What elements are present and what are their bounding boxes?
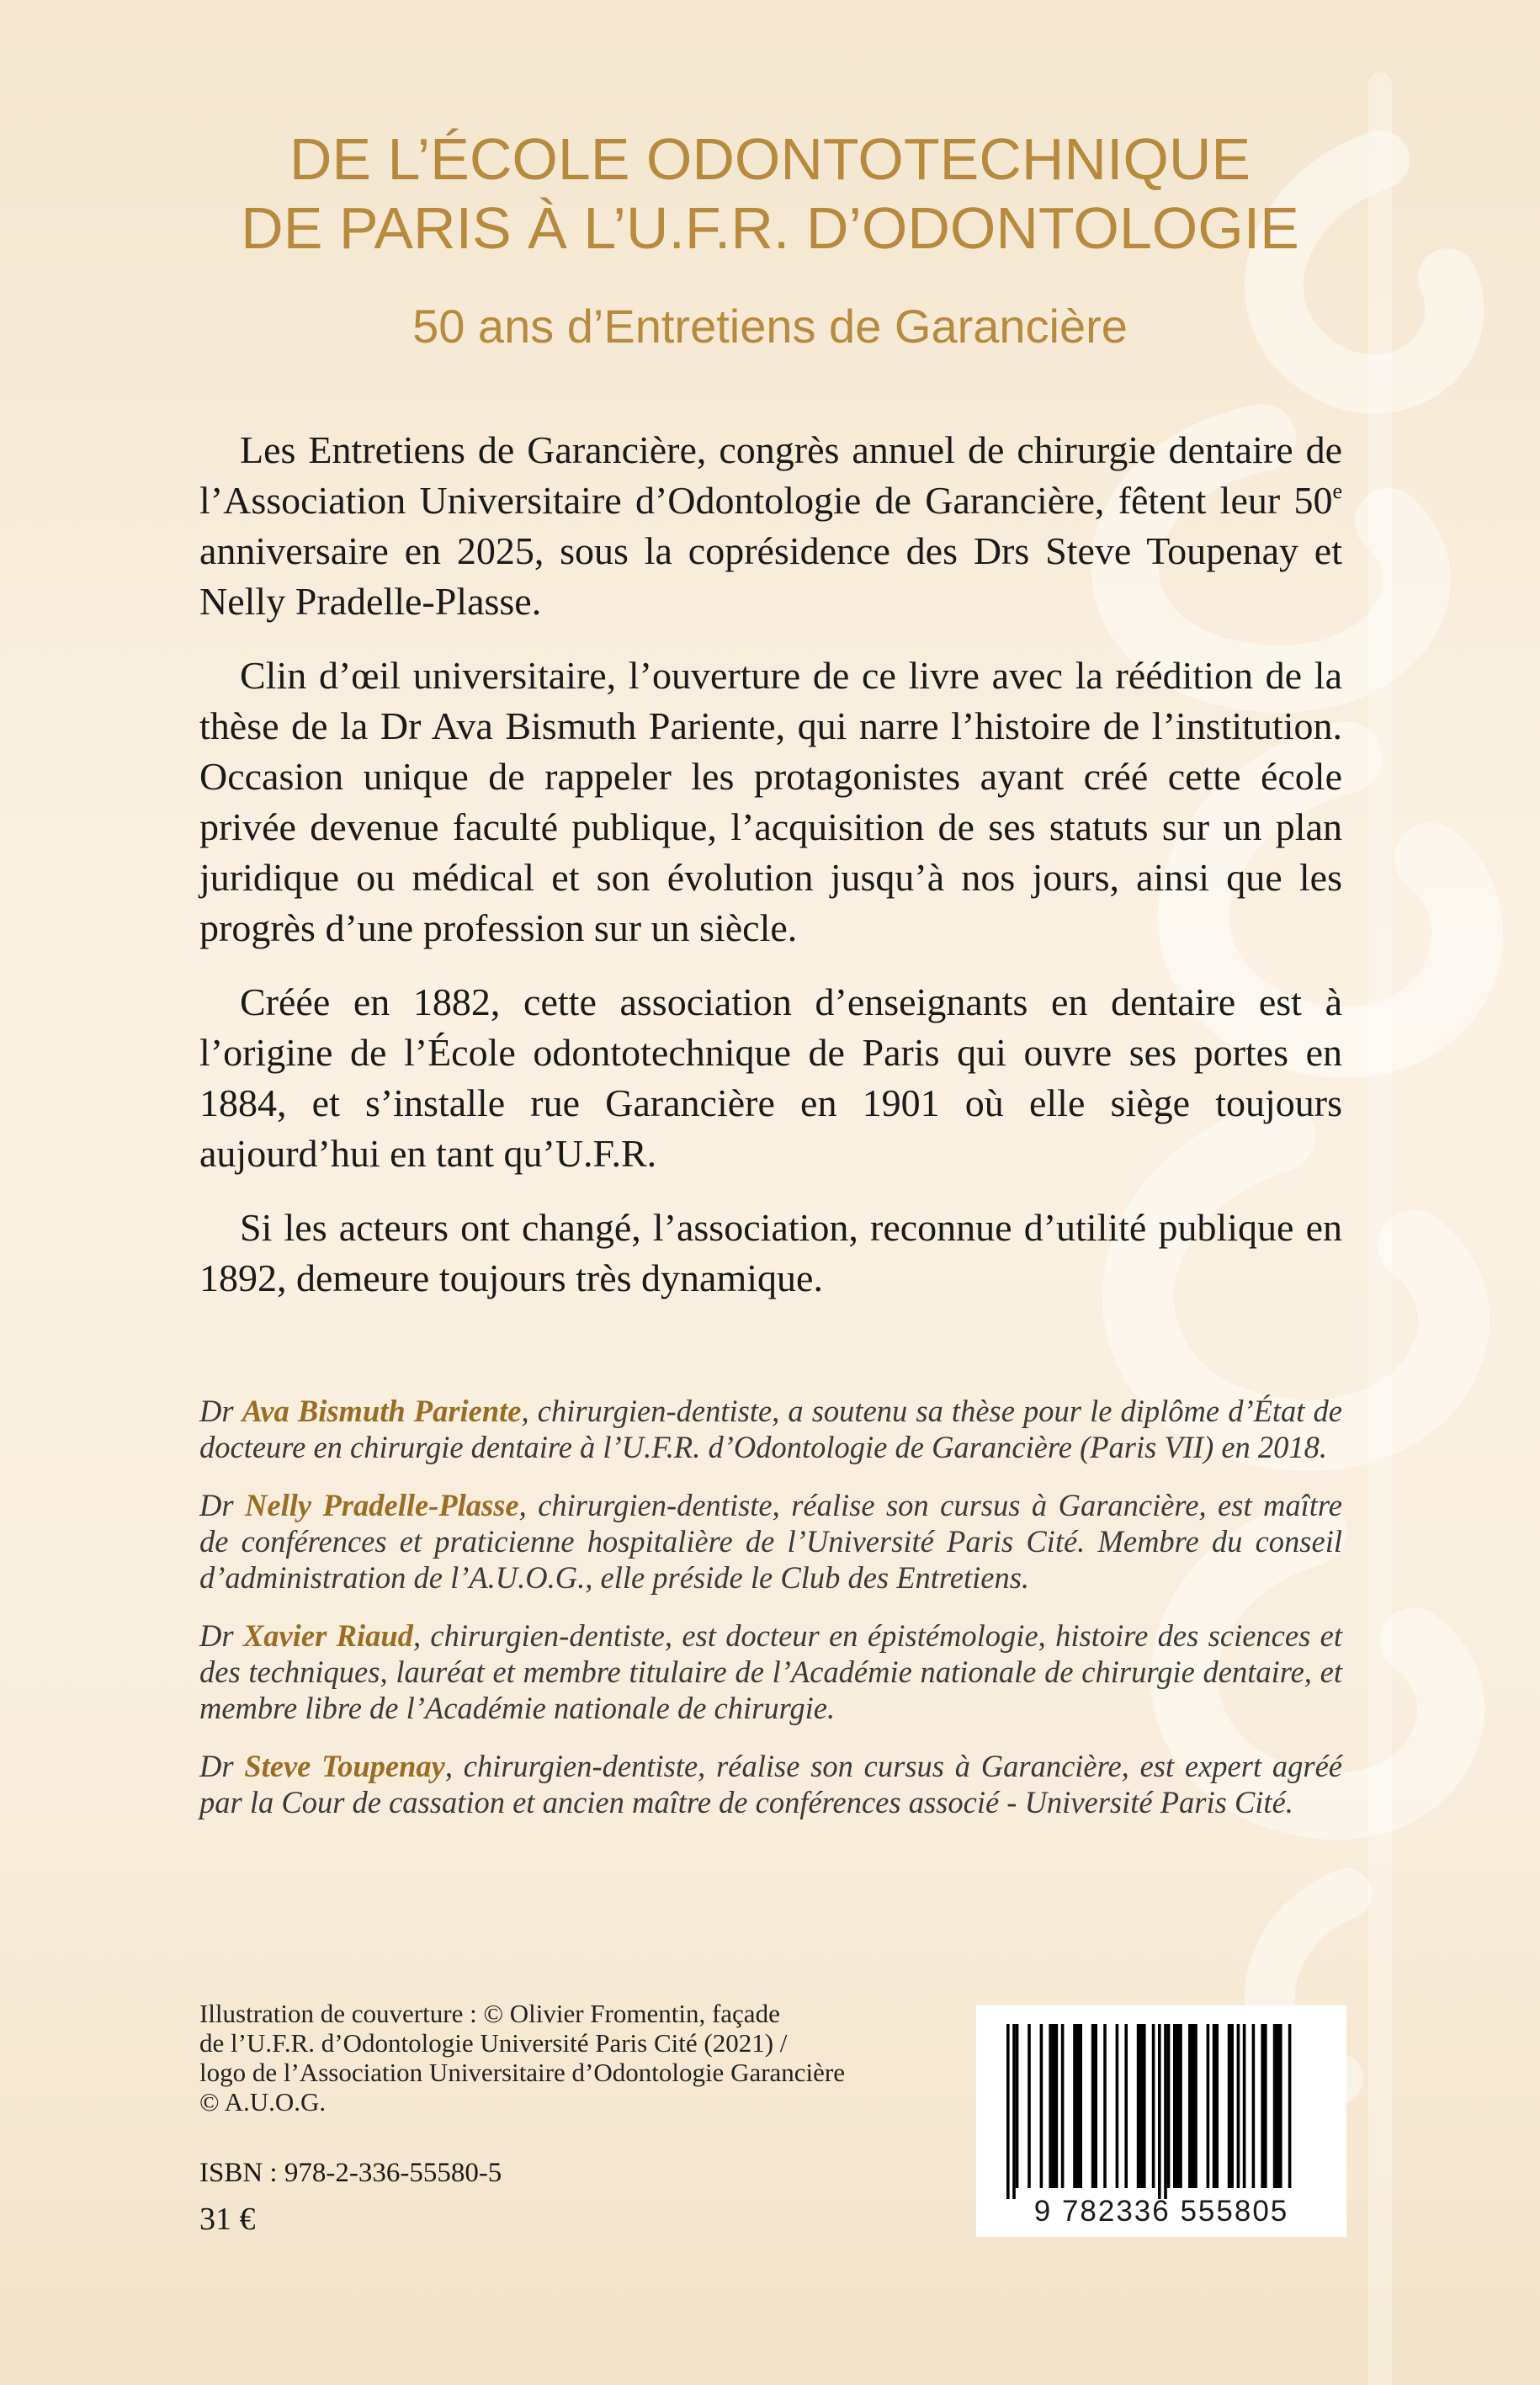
barcode-bars-icon (976, 2005, 1346, 2199)
summary-paragraph-2: Clin d’œil universitaire, l’ouverture de ce livre avec la réédition de la thèse de la Dr Ava Bismuth Pariente, qui narre l’histoire de l’institution. Occasion unique de rappeler les protagonistes ayant créé cette école privée devenue faculté publique, l’acquisition de ses statuts sur un plan juridique ou médical et son évolution jusqu’à nos jours, ainsi que les progrès d’une profession sur un siècle. (199, 654, 1342, 949)
summary-paragraph-1: Les Entretiens de Garancière, congrès annuel de chirurgie dentaire de l’Association Universitaire d’Odontologie de Garancière, fêtent leur 50e anniversaire en 2025, sous la coprésidence des Drs Steve Toupenay et Nelly Pradelle-Plasse. (199, 428, 1342, 623)
subtitle: 50 ans d’Entretiens de Garancière (412, 300, 1128, 353)
superscript: e (1332, 479, 1342, 503)
summary-text (199, 425, 1342, 1327)
barcode (976, 2005, 1346, 2237)
cover-credits: Illustration de couverture : © Olivier Fromentin, façade de l’U.F.R. d’Odontologie Université Paris Cité (2021) / logo de l’Association Universitaire d’Odontologie Garancière © A.U.O.G. (199, 1999, 846, 2117)
bio-item: Dr Nelly Pradelle-Plasse, chirurgien-dentiste, réalise son cursus à Garancière, est maître de conférences et praticienne hospitalière de l’Université Paris Cité. Membre du conseil d’administration de l’A.U.O.G., elle préside le Club des Entretiens. (199, 1488, 1342, 1595)
author-name: Nelly Pradelle-Plasse (245, 1488, 519, 1522)
title-line-2: DE PARIS À L’U.F.R. D’ODONTOLOGIE (241, 195, 1299, 261)
author-name: Xavier Riaud (242, 1618, 413, 1653)
isbn: ISBN : 978-2-336-55580-5 (199, 2158, 502, 2188)
barcode-digits: 9 782336 555805 (1033, 2195, 1289, 2228)
summary-paragraph-3: Créée en 1882, cette association d’enseignants en dentaire est à l’origine de l’École odontotechnique de Paris qui ouvre ses portes en 1884, et s’installe rue Garancière en 1901 où elle siège toujours aujourd’hui en tant qu’U.F.R. (199, 980, 1342, 1175)
bio-item: Dr Ava Bismuth Pariente, chirurgien-dentiste, a soutenu sa thèse pour le diplôme d’État de docteure en chirurgie dentaire à l’U.F.R. d’Odontologie de Garancière (Paris VII) en 2018. (199, 1394, 1342, 1464)
author-name: Ava Bismuth Pariente (242, 1394, 522, 1428)
author-bios (199, 1393, 1342, 1842)
summary-paragraph-4: Si les acteurs ont changé, l’association, reconnue d’utilité publique en 1892, demeure toujours très dynamique. (199, 1206, 1342, 1299)
author-name: Steve Toupenay (244, 1749, 445, 1783)
price: 31 € (199, 2202, 256, 2237)
bio-item: Dr Steve Toupenay, chirurgien-dentiste, réalise son cursus à Garancière, est expert agréé par la Cour de cassation et ancien maître de conférences associé - Université Paris Cité. (199, 1749, 1342, 1819)
bio-item: Dr Xavier Riaud, chirurgien-dentiste, est docteur en épistémologie, histoire des sciences et des techniques, lauréat et membre titulaire de l’Académie nationale de chirurgie dentaire, et membre libre de l’Académie nationale de chirurgie. (199, 1618, 1342, 1725)
title-line-1: DE L’ÉCOLE ODONTOTECHNIQUE (289, 126, 1251, 192)
